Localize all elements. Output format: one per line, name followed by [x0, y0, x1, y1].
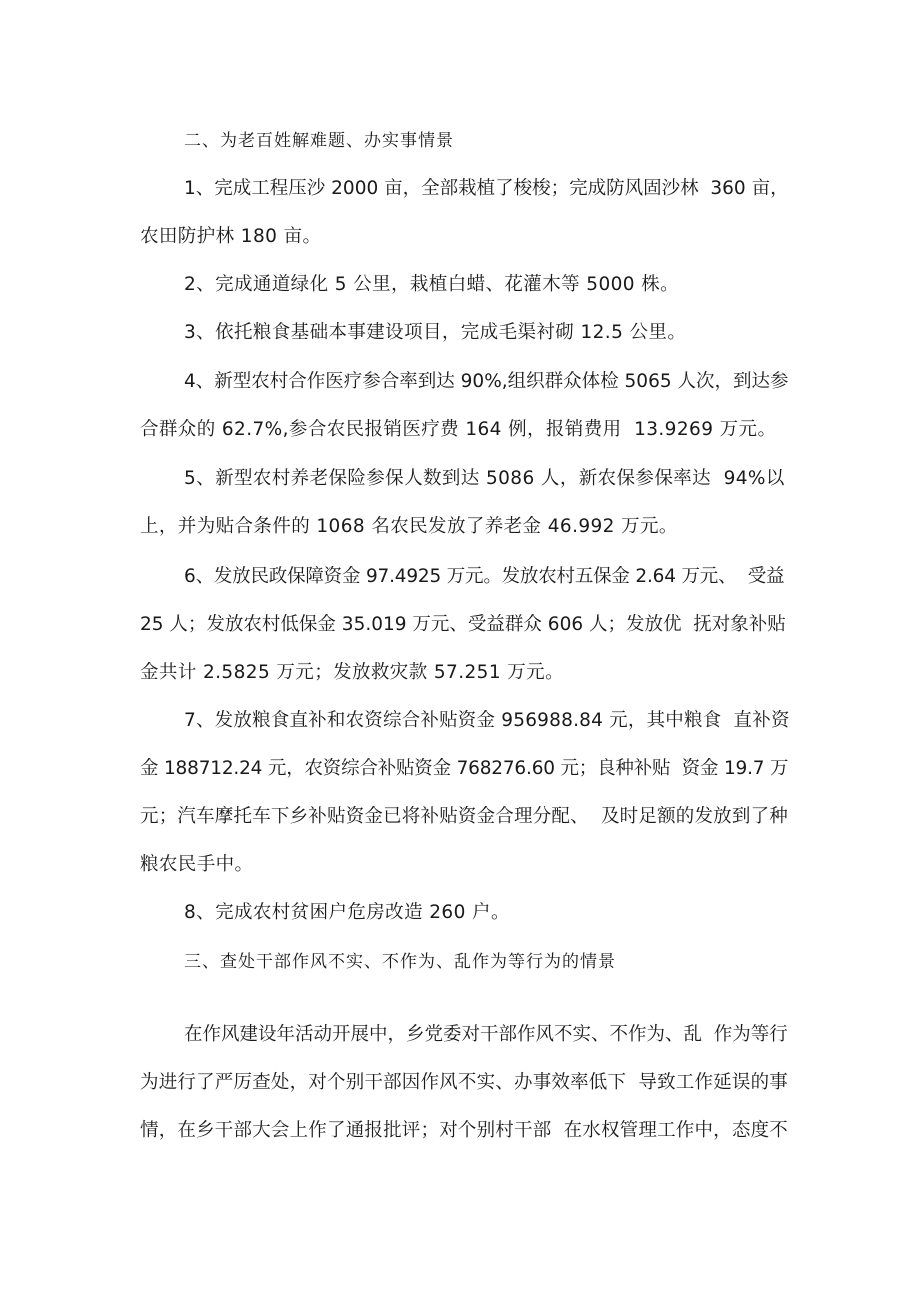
- item8-line1: 8、完成农村贫困户危房改造 260 户。: [184, 902, 510, 923]
- item7-line3: 元；汽车摩托车下乡补贴资金已将补贴资金合理分配、 及时足额的发放到了种: [140, 806, 788, 827]
- item4-line1: 4、新型农村合作医疗参合率到达 90%,组织群众体检 5065 人次，到达参: [184, 371, 789, 392]
- item6-line3: 金共计 2.5825 万元；发放救灾款 57.251 万元。: [140, 662, 564, 683]
- item7-line2: 金 188712.24 元，农资综合补贴资金 768276.60 元；良种补贴 资金 19.7 万: [140, 758, 789, 779]
- item6-line1: 6、发放民政保障资金 97.4925 万元。发放农村五保金 2.64 万元、 受益: [184, 566, 785, 587]
- item1-line2: 农田防护林 180 亩。: [140, 226, 322, 247]
- item2-line1: 2、完成通道绿化 5 公里，栽植白蜡、花灌木等 5000 株。: [184, 274, 680, 295]
- item1-line1: 1、完成工程压沙 2000 亩，全部栽植了梭梭；完成防风固沙林 360 亩，: [184, 178, 789, 199]
- item7-line4: 粮农民手中。: [140, 854, 254, 875]
- item6-line2: 25 人；发放农村低保金 35.019 万元、受益群众 606 人；发放优 抚对象补贴: [140, 614, 786, 635]
- item7-line1: 7、发放粮食直补和农资综合补贴资金 956988.84 元，其中粮食 直补资: [184, 710, 790, 731]
- closing-line2: 为进行了严厉查处，对个别干部因作风不实、办事效率低下 导致工作延误的事: [140, 1072, 788, 1093]
- section2-heading: 二、为老百姓解难题、办实事情景: [184, 131, 454, 151]
- closing-line3: 情，在乡干部大会上作了通报批评；对个别村干部 在水权管理工作中，态度不: [140, 1120, 788, 1141]
- item4-line2: 合群众的 62.7%,参合农民报销医疗费 164 例，报销费用 13.9269 万元。: [140, 419, 777, 440]
- item5-line1: 5、新型农村养老保险参保人数到达 5086 人，新农保参保率达 94%以: [184, 468, 785, 489]
- closing-line1: 在作风建设年活动开展中，乡党委对干部作风不实、不作为、乱 作为等行: [184, 1024, 788, 1045]
- item5-line2: 上，并为贴合条件的 1068 名农民发放了养老金 46.992 万元。: [140, 516, 678, 537]
- item3-line1: 3、依托粮食基础本事建设项目，完成毛渠衬砌 12.5 公里。: [184, 322, 687, 343]
- section3-heading: 三、查处干部作风不实、不作为、乱作为等行为的情景: [184, 952, 616, 972]
